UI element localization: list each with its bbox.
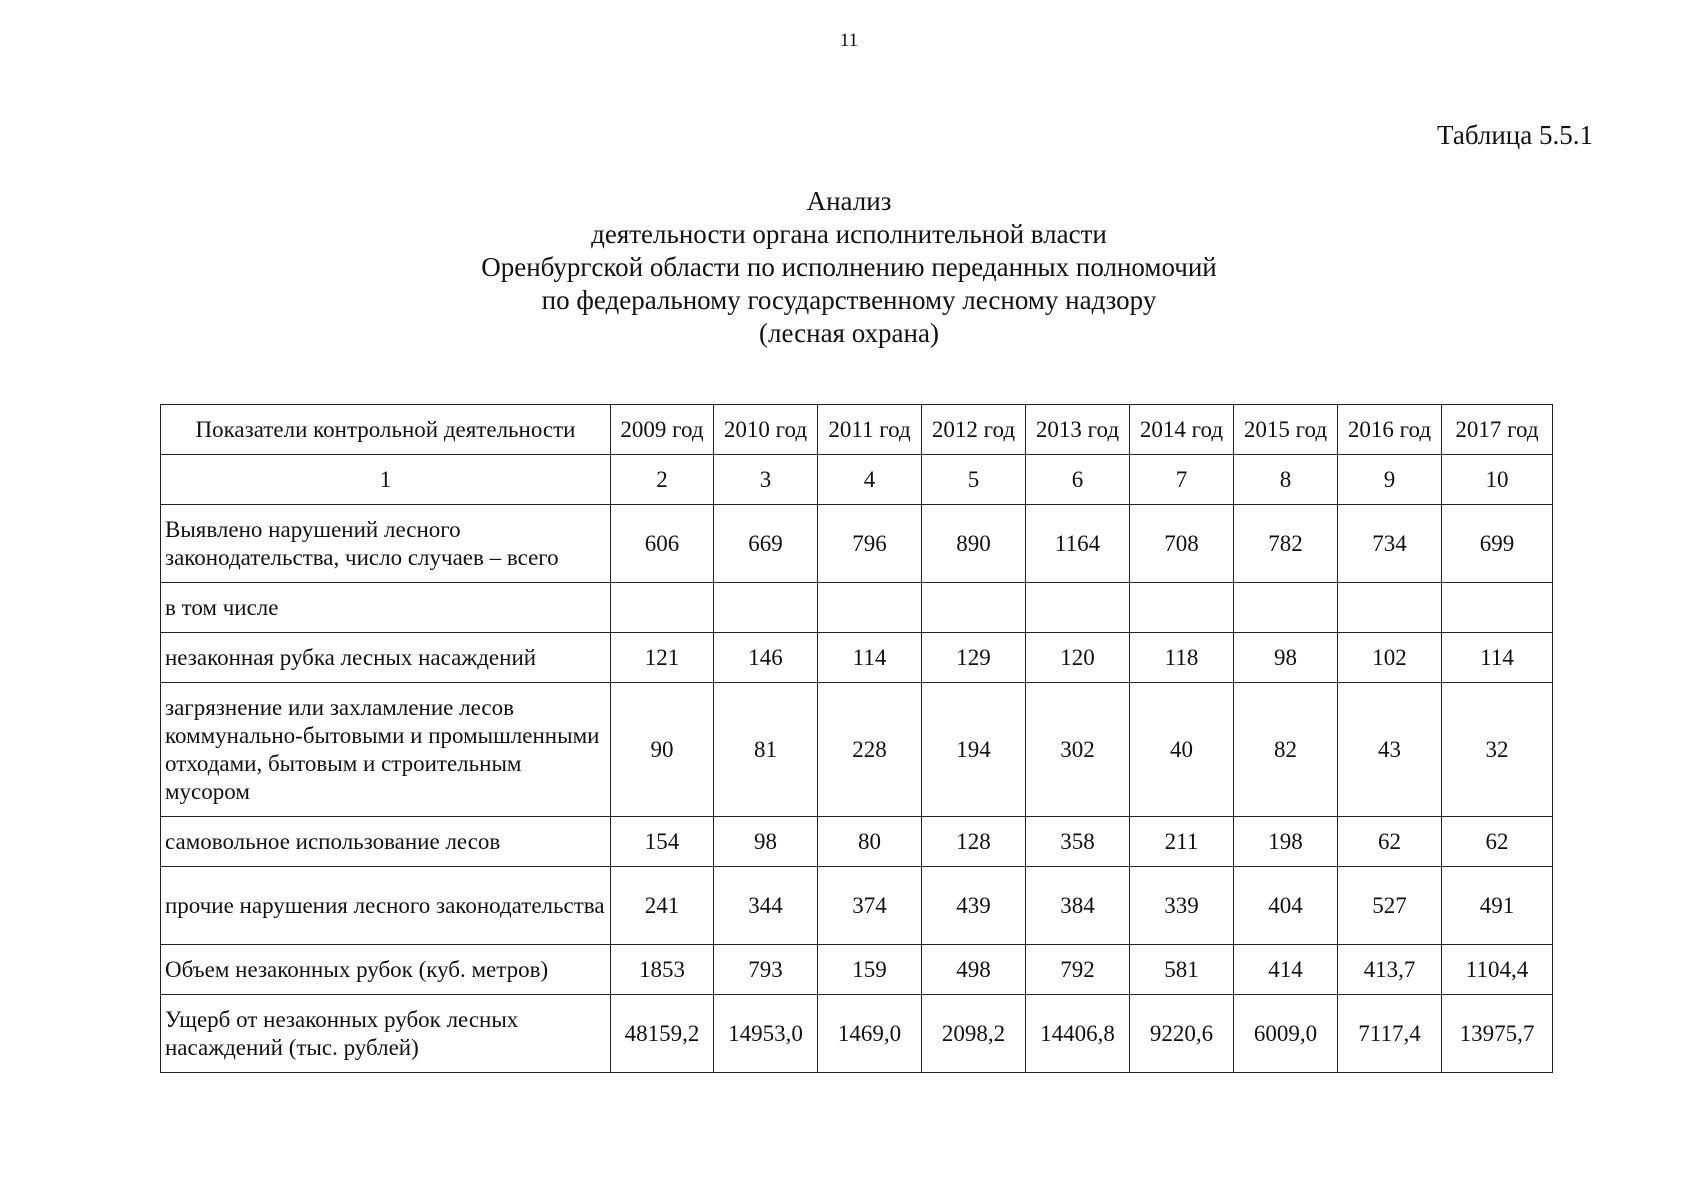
page-number: 11: [839, 30, 859, 51]
value-cell: [922, 583, 1026, 633]
value-cell: 439: [922, 867, 1026, 945]
title-line-3: Оренбургской области по исполнению переданных полномочий: [481, 252, 1217, 282]
value-cell: 384: [1026, 867, 1130, 945]
value-cell: 890: [922, 505, 1026, 583]
column-number-cell: 10: [1442, 455, 1553, 505]
value-cell: 80: [818, 817, 922, 867]
value-cell: 7117,4: [1338, 995, 1442, 1073]
value-cell: 374: [818, 867, 922, 945]
value-cell: 344: [714, 867, 818, 945]
value-cell: 6009,0: [1234, 995, 1338, 1073]
header-cell: 2013 год: [1026, 405, 1130, 455]
column-number-row: [161, 455, 1553, 505]
value-cell: 129: [922, 633, 1026, 683]
value-cell: 669: [714, 505, 818, 583]
value-cell: 13975,7: [1442, 995, 1553, 1073]
value-cell: 98: [714, 817, 818, 867]
value-cell: 414: [1234, 945, 1338, 995]
row-label: самовольное использование лесов: [161, 817, 611, 867]
table-row: [161, 633, 1553, 683]
value-cell: 498: [922, 945, 1026, 995]
header-cell: Показатели контрольной деятельности: [161, 405, 611, 455]
table-row: [161, 683, 1553, 817]
column-number-cell: 7: [1130, 455, 1234, 505]
table-row: [161, 995, 1553, 1073]
value-cell: 491: [1442, 867, 1553, 945]
value-cell: 62: [1442, 817, 1553, 867]
value-cell: [1026, 583, 1130, 633]
inspection-activity-table: [160, 404, 1553, 1073]
value-cell: 114: [1442, 633, 1553, 683]
value-cell: 198: [1234, 817, 1338, 867]
value-cell: 1104,4: [1442, 945, 1553, 995]
value-cell: [1442, 583, 1553, 633]
value-cell: 404: [1234, 867, 1338, 945]
column-number-cell: 9: [1338, 455, 1442, 505]
column-number-cell: 3: [714, 455, 818, 505]
table-row: [161, 867, 1553, 945]
table-row: [161, 583, 1553, 633]
table-label: Таблица 5.5.1: [1437, 120, 1593, 150]
header-cell: 2014 год: [1130, 405, 1234, 455]
header-cell: 2015 год: [1234, 405, 1338, 455]
value-cell: 792: [1026, 945, 1130, 995]
header-cell: 2017 год: [1442, 405, 1553, 455]
row-label: Ущерб от незаконных рубок лесных насаждений (тыс. рублей): [161, 995, 611, 1073]
value-cell: [1234, 583, 1338, 633]
header-cell: 2009 год: [611, 405, 714, 455]
value-cell: 159: [818, 945, 922, 995]
row-label: загрязнение или захламление лесов коммунально-бытовыми и промышленными отходами, бытовым и строительным мусором: [161, 683, 611, 817]
value-cell: 82: [1234, 683, 1338, 817]
value-cell: 81: [714, 683, 818, 817]
value-cell: 146: [714, 633, 818, 683]
value-cell: 606: [611, 505, 714, 583]
value-cell: 211: [1130, 817, 1234, 867]
value-cell: 339: [1130, 867, 1234, 945]
row-label: Выявлено нарушений лесного законодательства, число случаев – всего: [161, 505, 611, 583]
value-cell: 413,7: [1338, 945, 1442, 995]
value-cell: 48159,2: [611, 995, 714, 1073]
column-number-cell: 4: [818, 455, 922, 505]
value-cell: 98: [1234, 633, 1338, 683]
value-cell: [611, 583, 714, 633]
header-cell: 2016 год: [1338, 405, 1442, 455]
value-cell: 1164: [1026, 505, 1130, 583]
value-cell: 241: [611, 867, 714, 945]
value-cell: 32: [1442, 683, 1553, 817]
value-cell: 154: [611, 817, 714, 867]
row-label: незаконная рубка лесных насаждений: [161, 633, 611, 683]
value-cell: 734: [1338, 505, 1442, 583]
header-cell: 2012 год: [922, 405, 1026, 455]
title-line-4: по федеральному государственному лесному надзору: [541, 285, 1157, 315]
value-cell: 796: [818, 505, 922, 583]
table-row: [161, 817, 1553, 867]
value-cell: 194: [922, 683, 1026, 817]
value-cell: 581: [1130, 945, 1234, 995]
value-cell: [1130, 583, 1234, 633]
value-cell: [714, 583, 818, 633]
title-line-2: деятельности органа исполнительной власти: [591, 219, 1107, 249]
title-line-5: (лесная охрана): [759, 318, 939, 348]
value-cell: 708: [1130, 505, 1234, 583]
value-cell: 118: [1130, 633, 1234, 683]
value-cell: 228: [818, 683, 922, 817]
row-label: в том числе: [161, 583, 611, 633]
value-cell: 102: [1338, 633, 1442, 683]
value-cell: 43: [1338, 683, 1442, 817]
value-cell: 782: [1234, 505, 1338, 583]
column-number-cell: 6: [1026, 455, 1130, 505]
row-label: Объем незаконных рубок (куб. метров): [161, 945, 611, 995]
value-cell: 40: [1130, 683, 1234, 817]
value-cell: 90: [611, 683, 714, 817]
value-cell: 62: [1338, 817, 1442, 867]
value-cell: 1853: [611, 945, 714, 995]
document-title: [0, 185, 1698, 350]
value-cell: 121: [611, 633, 714, 683]
value-cell: 793: [714, 945, 818, 995]
value-cell: 128: [922, 817, 1026, 867]
title-line-1: Анализ: [806, 186, 892, 216]
value-cell: 2098,2: [922, 995, 1026, 1073]
table-row: [161, 505, 1553, 583]
value-cell: 302: [1026, 683, 1130, 817]
header-row: [161, 405, 1553, 455]
value-cell: [818, 583, 922, 633]
value-cell: 9220,6: [1130, 995, 1234, 1073]
column-number-cell: 8: [1234, 455, 1338, 505]
table-row: [161, 945, 1553, 995]
value-cell: 1469,0: [818, 995, 922, 1073]
value-cell: [1338, 583, 1442, 633]
column-number-cell: 1: [161, 455, 611, 505]
value-cell: 120: [1026, 633, 1130, 683]
value-cell: 14953,0: [714, 995, 818, 1073]
column-number-cell: 5: [922, 455, 1026, 505]
value-cell: 358: [1026, 817, 1130, 867]
value-cell: 699: [1442, 505, 1553, 583]
header-cell: 2011 год: [818, 405, 922, 455]
column-number-cell: 2: [611, 455, 714, 505]
value-cell: 14406,8: [1026, 995, 1130, 1073]
row-label: прочие нарушения лесного законодательства: [161, 867, 611, 945]
value-cell: 114: [818, 633, 922, 683]
header-cell: 2010 год: [714, 405, 818, 455]
value-cell: 527: [1338, 867, 1442, 945]
